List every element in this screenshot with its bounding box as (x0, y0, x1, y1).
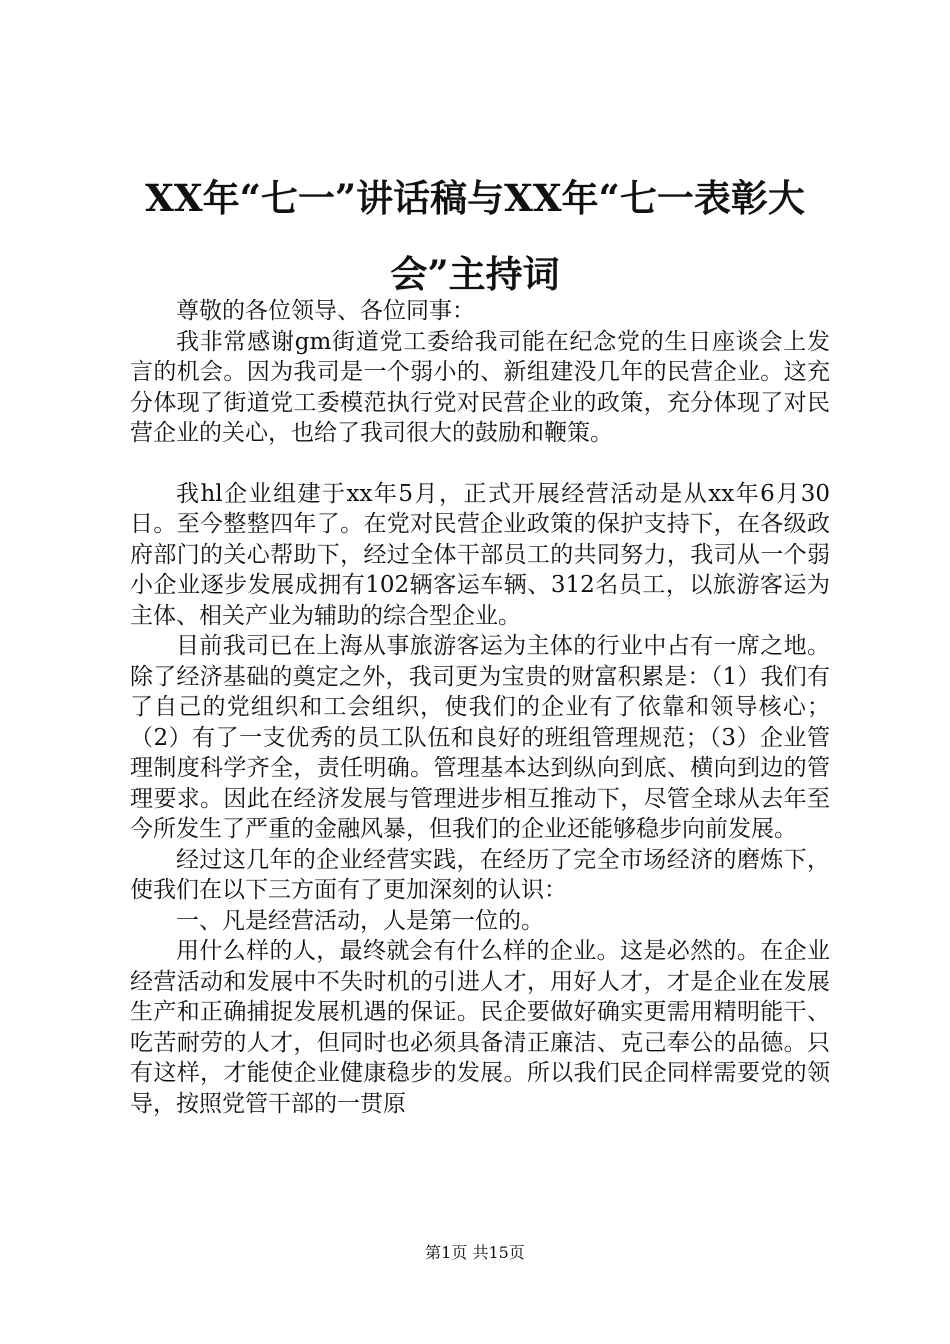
paragraph-3: 目前我司已在上海从事旅游客运为主体的行业中占有一席之地。除了经济基础的奠定之外，我司更为宝贵的财富积累是：（1）我们有了自己的党组织和工会组织，使我们的企业有了依靠和领导核心；（2）有了一支优秀的员工队伍和良好的班组管理规范；（3）企业管理制度科学齐全，责任明确。管理基本达到纵向到底、横向到边的管理要求。因此在经济发展与管理进步相互推动下，尽管全球从去年至今所发生了严重的金融风暴，但我们的企业还能够稳步向前发展。 (130, 633, 830, 842)
document-title: XX年“七一”讲话稿与XX年“七一表彰大会”主持词 (145, 176, 805, 296)
document-body (130, 296, 830, 1119)
page-number-footer: 第1页 共15页 (425, 1243, 525, 1262)
paragraph-4: 经过这几年的企业经营实践，在经历了完全市场经济的磨炼下，使我们在以下三方面有了更加深刻的认识： (130, 846, 830, 903)
paragraph-5: 用什么样的人，最终就会有什么样的企业。这是必然的。在企业经营活动和发展中不失时机的引进人才，用好人才，才是企业在发展生产和正确捕捉发展机遇的保证。民企要做好确实更需用精明能干、吃苦耐劳的人才，但同时也必须具备清正廉洁、克己奉公的品德。只有这样，才能使企业健康稳步的发展。所以我们民企同样需要党的领导，按照党管干部的一贯原 (130, 938, 830, 1117)
paragraph-2: 我hl企业组建于xx年5月，正式开展经营活动是从xx年6月30日。至今整整四年了。在党对民营企业政策的保护支持下，在各级政府部门的关心帮助下，经过全体干部员工的共同努力，我司从一个弱小企业逐步发展成拥有102辆客运车辆、312名员工，以旅游客运为主体、相关产业为辅助的综合型企业。 (130, 480, 830, 629)
paragraph-salutation: 尊敬的各位领导、各位同事： (176, 298, 475, 324)
section-heading-1: 一、凡是经营活动，人是第一位的。 (176, 907, 544, 934)
paragraph-1: 我非常感谢gm街道党工委给我司能在纪念党的生日座谈会上发言的机会。因为我司是一个弱小的、新组建没几年的民营企业。这充分体现了街道党工委模范执行党对民营企业的政策，充分体现了对民营企业的关心，也给了我司很大的鼓励和鞭策。 (130, 328, 830, 446)
